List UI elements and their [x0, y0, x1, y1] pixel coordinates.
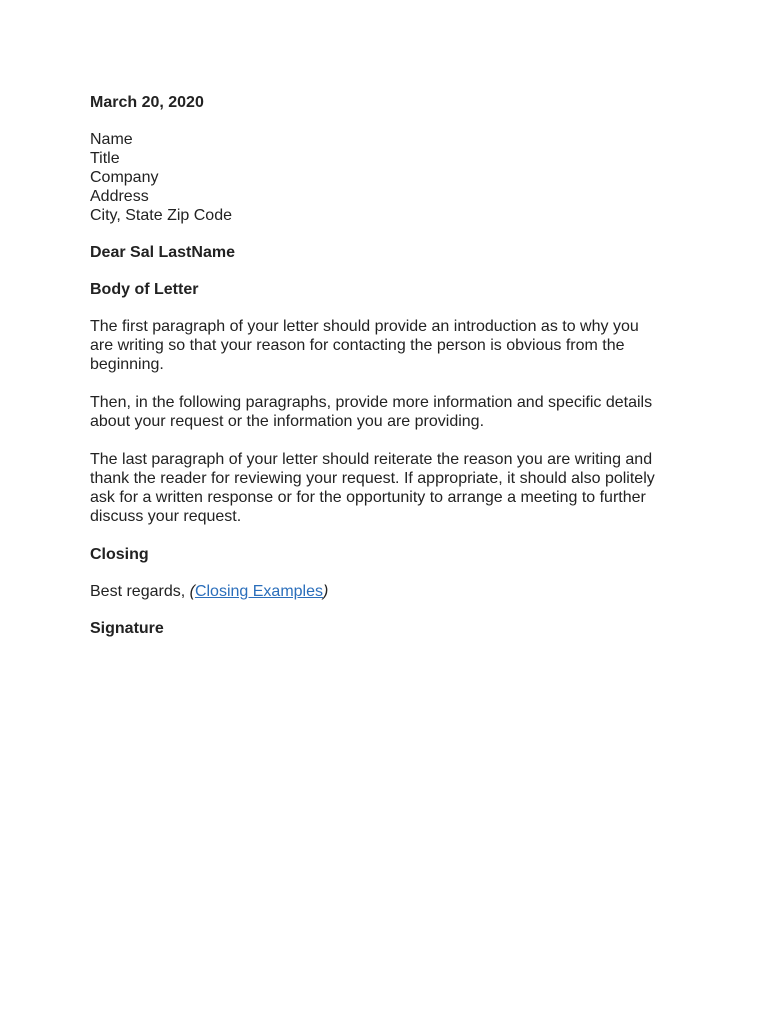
- paragraph-line: The first paragraph of your letter should provide an introduction as to why you: [90, 318, 639, 335]
- paragraph-line: beginning.: [90, 356, 164, 373]
- signature-heading: Signature: [90, 620, 164, 637]
- recipient-company: Company: [90, 169, 159, 186]
- recipient-name: Name: [90, 131, 133, 148]
- paragraph-line: about your request or the information you are providing.: [90, 413, 485, 430]
- paragraph-conclusion: [90, 450, 690, 526]
- letter-document: [90, 93, 690, 638]
- paragraph-line: ask for a written response or for the opportunity to arrange a meeting to further: [90, 489, 646, 506]
- letter-date: March 20, 2020: [90, 94, 204, 111]
- open-paren: (: [189, 583, 195, 600]
- close-paren: ): [323, 583, 329, 600]
- salutation: Dear Sal LastName: [90, 244, 235, 261]
- paragraph-line: are writing so that your reason for contacting the person is obvious from the: [90, 337, 625, 354]
- paragraph-line: thank the reader for reviewing your request. If appropriate, it should also politely: [90, 470, 655, 487]
- closing-examples-link[interactable]: Closing Examples: [194, 583, 323, 600]
- paragraph-line: discuss your request.: [90, 508, 242, 525]
- closing-line: [90, 582, 690, 601]
- body-heading: Body of Letter: [90, 281, 199, 298]
- closing-heading: Closing: [90, 546, 149, 563]
- paragraph-line: The last paragraph of your letter should reiterate the reason you are writing and: [90, 451, 653, 468]
- recipient-address-block: [90, 130, 690, 225]
- paragraph-details: [90, 393, 690, 431]
- recipient-address: Address: [90, 188, 149, 205]
- recipient-city-state-zip: City, State Zip Code: [90, 207, 232, 224]
- paragraph-line: Then, in the following paragraphs, provide more information and specific details: [90, 394, 653, 411]
- closing-text: Best regards,: [90, 583, 190, 600]
- paragraph-intro: [90, 317, 690, 374]
- recipient-title: Title: [90, 150, 120, 167]
